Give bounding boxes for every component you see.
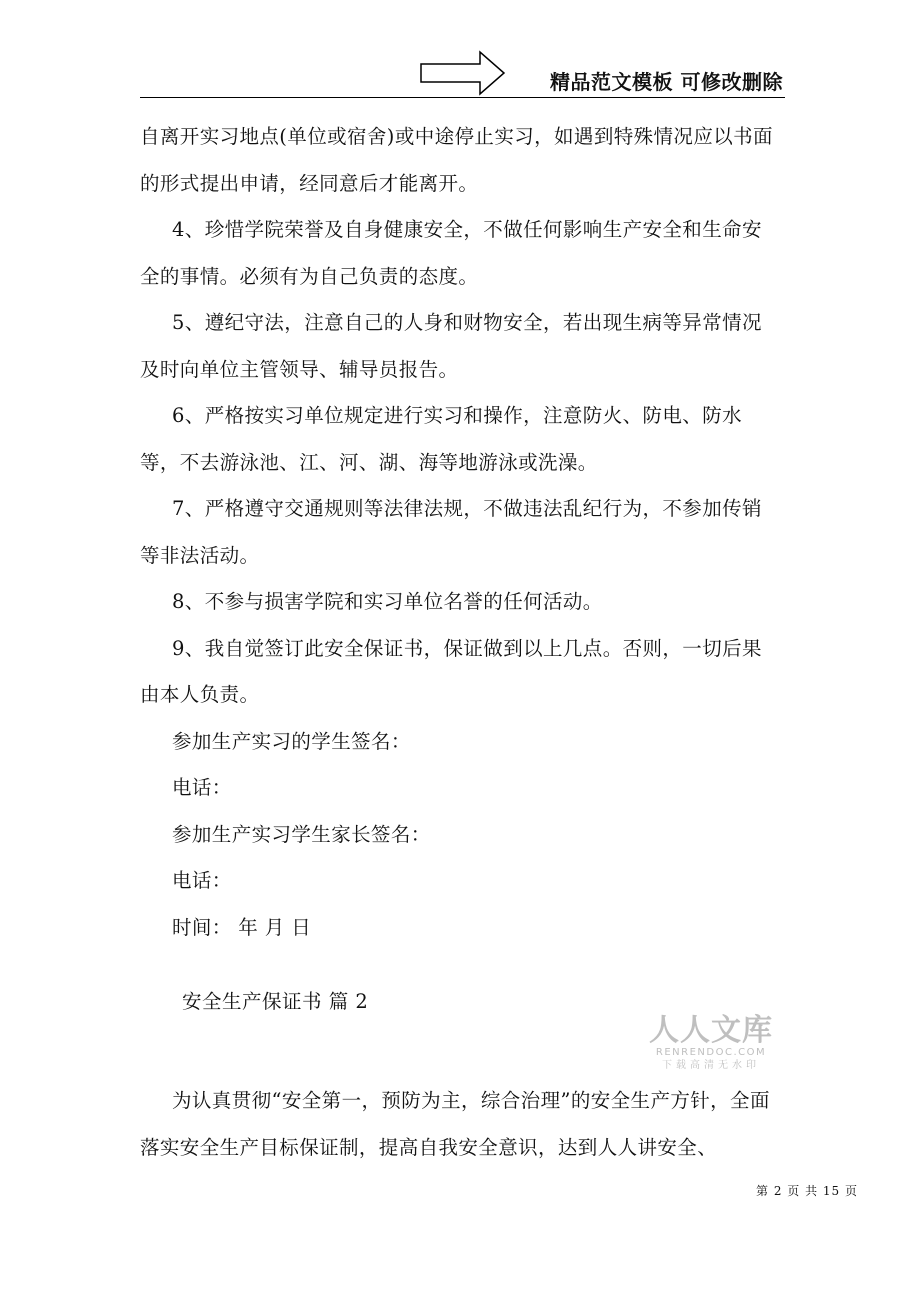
page-header bbox=[140, 48, 785, 100]
date-line: 时间： 年 月 日 bbox=[172, 915, 312, 939]
header-label: 精品范文模板 可修改删除 bbox=[550, 70, 783, 94]
paragraph: 8、不参与损害学院和实习单位名誉的任何活动。 bbox=[172, 590, 603, 613]
section-title: 安全生产保证书 篇 2 bbox=[182, 990, 369, 1013]
header-divider bbox=[140, 97, 785, 98]
phone-line-parent: 电话： bbox=[172, 869, 232, 892]
paragraph: 7、严格遵守交通规则等法律法规，不做违法乱纪行为，不参加传销等非法活动。 bbox=[140, 497, 762, 567]
document-body bbox=[140, 114, 780, 951]
document-body-2 bbox=[140, 1078, 780, 1171]
page-number: 第 2 页 共 15 页 bbox=[756, 1184, 858, 1198]
watermark-main: 人人文库 bbox=[649, 1013, 773, 1048]
signature-line-student: 参加生产实习的学生签名： bbox=[172, 729, 411, 753]
watermark-sub: 下载高清无水印 bbox=[662, 1060, 760, 1071]
paragraph: 5、遵纪守法，注意自己的人身和财物安全，若出现生病等异常情况及时向单位主管领导、辅导员报告。 bbox=[140, 311, 762, 381]
paragraph: 4、珍惜学院荣誉及自身健康安全，不做任何影响生产安全和生命安全的事情。必须有为自己负责的态度。 bbox=[140, 218, 762, 288]
paragraph: 为认真贯彻“安全第一，预防为主，综合治理”的安全生产方针，全面落实安全生产目标保证制，提高自我安全意识，达到人人讲安全、 bbox=[140, 1089, 770, 1159]
watermark-url: RENRENDOC.COM bbox=[655, 1047, 767, 1058]
arrow-icon bbox=[420, 50, 506, 96]
paragraph: 自离开实习地点(单位或宿舍)或中途停止实习，如遇到特殊情况应以书面的形式提出申请，经同意后才能离开。 bbox=[140, 125, 773, 195]
watermark-logo bbox=[648, 1015, 774, 1072]
paragraph: 9、我自觉签订此安全保证书，保证做到以上几点。否则，一切后果由本人负责。 bbox=[140, 636, 762, 706]
paragraph: 6、严格按实习单位规定进行实习和操作，注意防火、防电、防水等，不去游泳池、江、河、湖、海等地游泳或洗澡。 bbox=[140, 404, 743, 474]
phone-line-student: 电话： bbox=[172, 776, 232, 799]
signature-line-parent: 参加生产实习学生家长签名： bbox=[172, 822, 431, 846]
